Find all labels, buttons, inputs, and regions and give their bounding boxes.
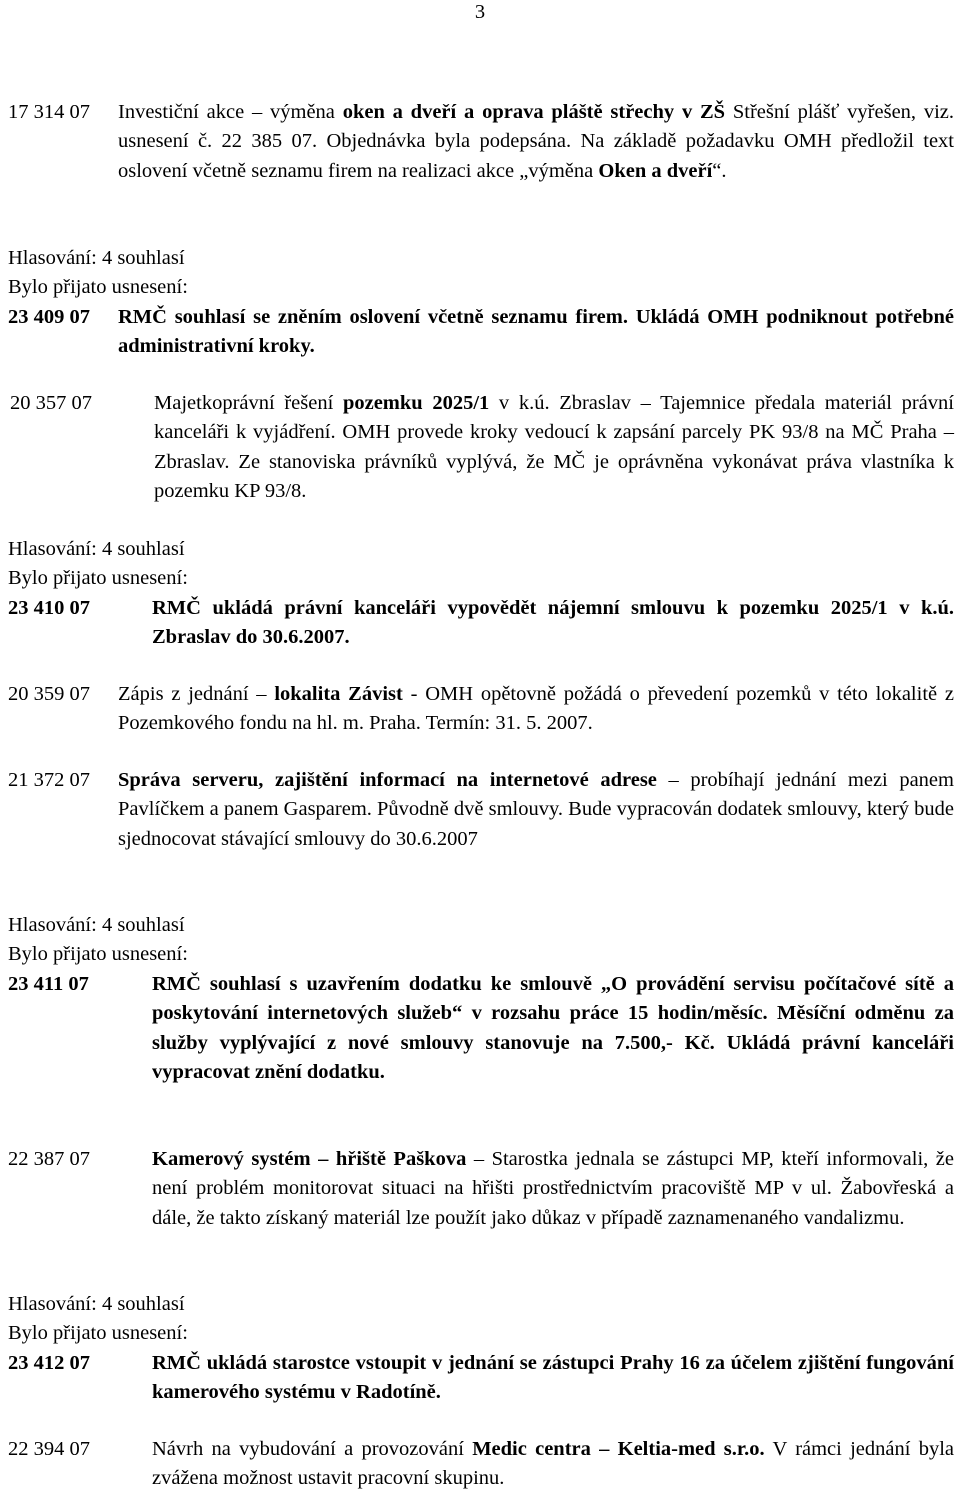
resolution-text: RMČ ukládá starostce vstoupit v jednání se zástupci Prahy 16 za účelem zjištění fungování kamerového systému v Radotíně. xyxy=(152,1352,954,1404)
item-number: 17 314 07 xyxy=(8,101,90,123)
resolution-number: 23 409 07 xyxy=(8,306,90,328)
item-text: Investiční akce – výměna oken a dveří a oprava pláště střechy v ZŠ Střešní plášť vyřešen, viz. usnesení č. 22 385 07. Objednávka byla podepsána. Na základě požadavku OMH předložil text oslovení včetně seznamu firem na realizaci akce „výměna Oken a dveří“. xyxy=(118,101,955,182)
item-number: 20 359 07 xyxy=(8,683,90,705)
agenda-item-22387 xyxy=(8,1145,954,1233)
resolution-accepted-line: Bylo přijato usnesení: xyxy=(8,276,188,298)
resolution-text: RMČ souhlasí se zněním oslovení včetně seznamu firem. Ukládá OMH podniknout potřebné administrativní kroky. xyxy=(118,306,954,358)
resolution-number: 23 412 07 xyxy=(8,1352,90,1374)
item-number: 22 387 07 xyxy=(8,1148,90,1170)
agenda-item-21372 xyxy=(8,766,954,854)
vote-line: Hlasování: 4 souhlasí xyxy=(8,914,185,936)
resolution-number: 23 411 07 xyxy=(8,973,89,995)
item-text: Zápis z jednání – lokalita Závist - OMH opětovně požádá o převedení pozemků v této lokalitě z Pozemkového fondu na hl. m. Praha. Termín: 31. 5. 2007. xyxy=(118,683,954,735)
vote-line: Hlasování: 4 souhlasí xyxy=(8,538,185,560)
resolution-accepted-line: Bylo přijato usnesení: xyxy=(8,1322,188,1344)
vote-line: Hlasování: 4 souhlasí xyxy=(8,247,185,269)
resolution-accepted-line: Bylo přijato usnesení: xyxy=(8,943,188,965)
resolution-23411 xyxy=(8,970,954,1088)
resolution-number: 23 410 07 xyxy=(8,597,90,619)
page-number: 3 xyxy=(474,1,486,23)
agenda-item-17314 xyxy=(8,98,954,186)
agenda-item-20357 xyxy=(10,389,954,507)
resolution-23412 xyxy=(8,1349,954,1408)
vote-line: Hlasování: 4 souhlasí xyxy=(8,1293,185,1315)
item-text: Správa serveru, zajištění informací na internetové adrese – probíhají jednání mezi panem Pavlíčkem a panem Gasparem. Původně dvě smlouvy. Bude vypracován dodatek smlouvy, který bude sjednocovat stávající smlouvy do 30.6.2007 xyxy=(118,769,954,850)
resolution-23410 xyxy=(8,594,954,653)
item-number: 21 372 07 xyxy=(8,769,90,791)
item-text: Návrh na vybudování a provozování Medic centra – Keltia-med s.r.o. V rámci jednání byla zvážena možnost ustavit pracovní skupinu. xyxy=(152,1438,954,1490)
item-number: 20 357 07 xyxy=(10,392,92,414)
resolution-23409 xyxy=(8,303,954,362)
agenda-item-20359 xyxy=(8,680,954,739)
resolution-accepted-line: Bylo přijato usnesení: xyxy=(8,567,188,589)
agenda-item-22394 xyxy=(8,1435,954,1494)
resolution-text: RMČ souhlasí s uzavřením dodatku ke smlouvě „O provádění servisu počítačové sítě a poskytování internetových služeb“ v rozsahu práce 15 hodin/měsíc. Měsíční odměnu za služby vyplývající z nové smlouvy stanovuje na 7.500,- Kč. Ukládá právní kanceláři vypracovat znění dodatku. xyxy=(152,973,954,1084)
item-text: Majetkoprávní řešení pozemku 2025/1 v k.ú. Zbraslav – Tajemnice předala materiál právní kanceláři k vyjádření. OMH provede kroky vedoucí k zapsání parcely PK 93/8 na MČ Praha – Zbraslav. Ze stanoviska právníků vyplývá, že MČ je oprávněna vykonávat práva vlastníka k pozemku KP 93/8. xyxy=(154,392,954,503)
item-text: Kamerový systém – hřiště Paškova – Starostka jednala se zástupci MP, kteří informovali, že není problém monitorovat situaci na hřišti prostřednictvím pracoviště MP v ul. Žabovřeská a dále, že takto získaný materiál lze použít jako důkaz v případě zaznamenaného vandalizmu. xyxy=(152,1148,954,1229)
resolution-text: RMČ ukládá právní kanceláři vypovědět nájemní smlouvu k pozemku 2025/1 v k.ú. Zbraslav do 30.6.2007. xyxy=(152,597,954,649)
item-number: 22 394 07 xyxy=(8,1438,90,1460)
